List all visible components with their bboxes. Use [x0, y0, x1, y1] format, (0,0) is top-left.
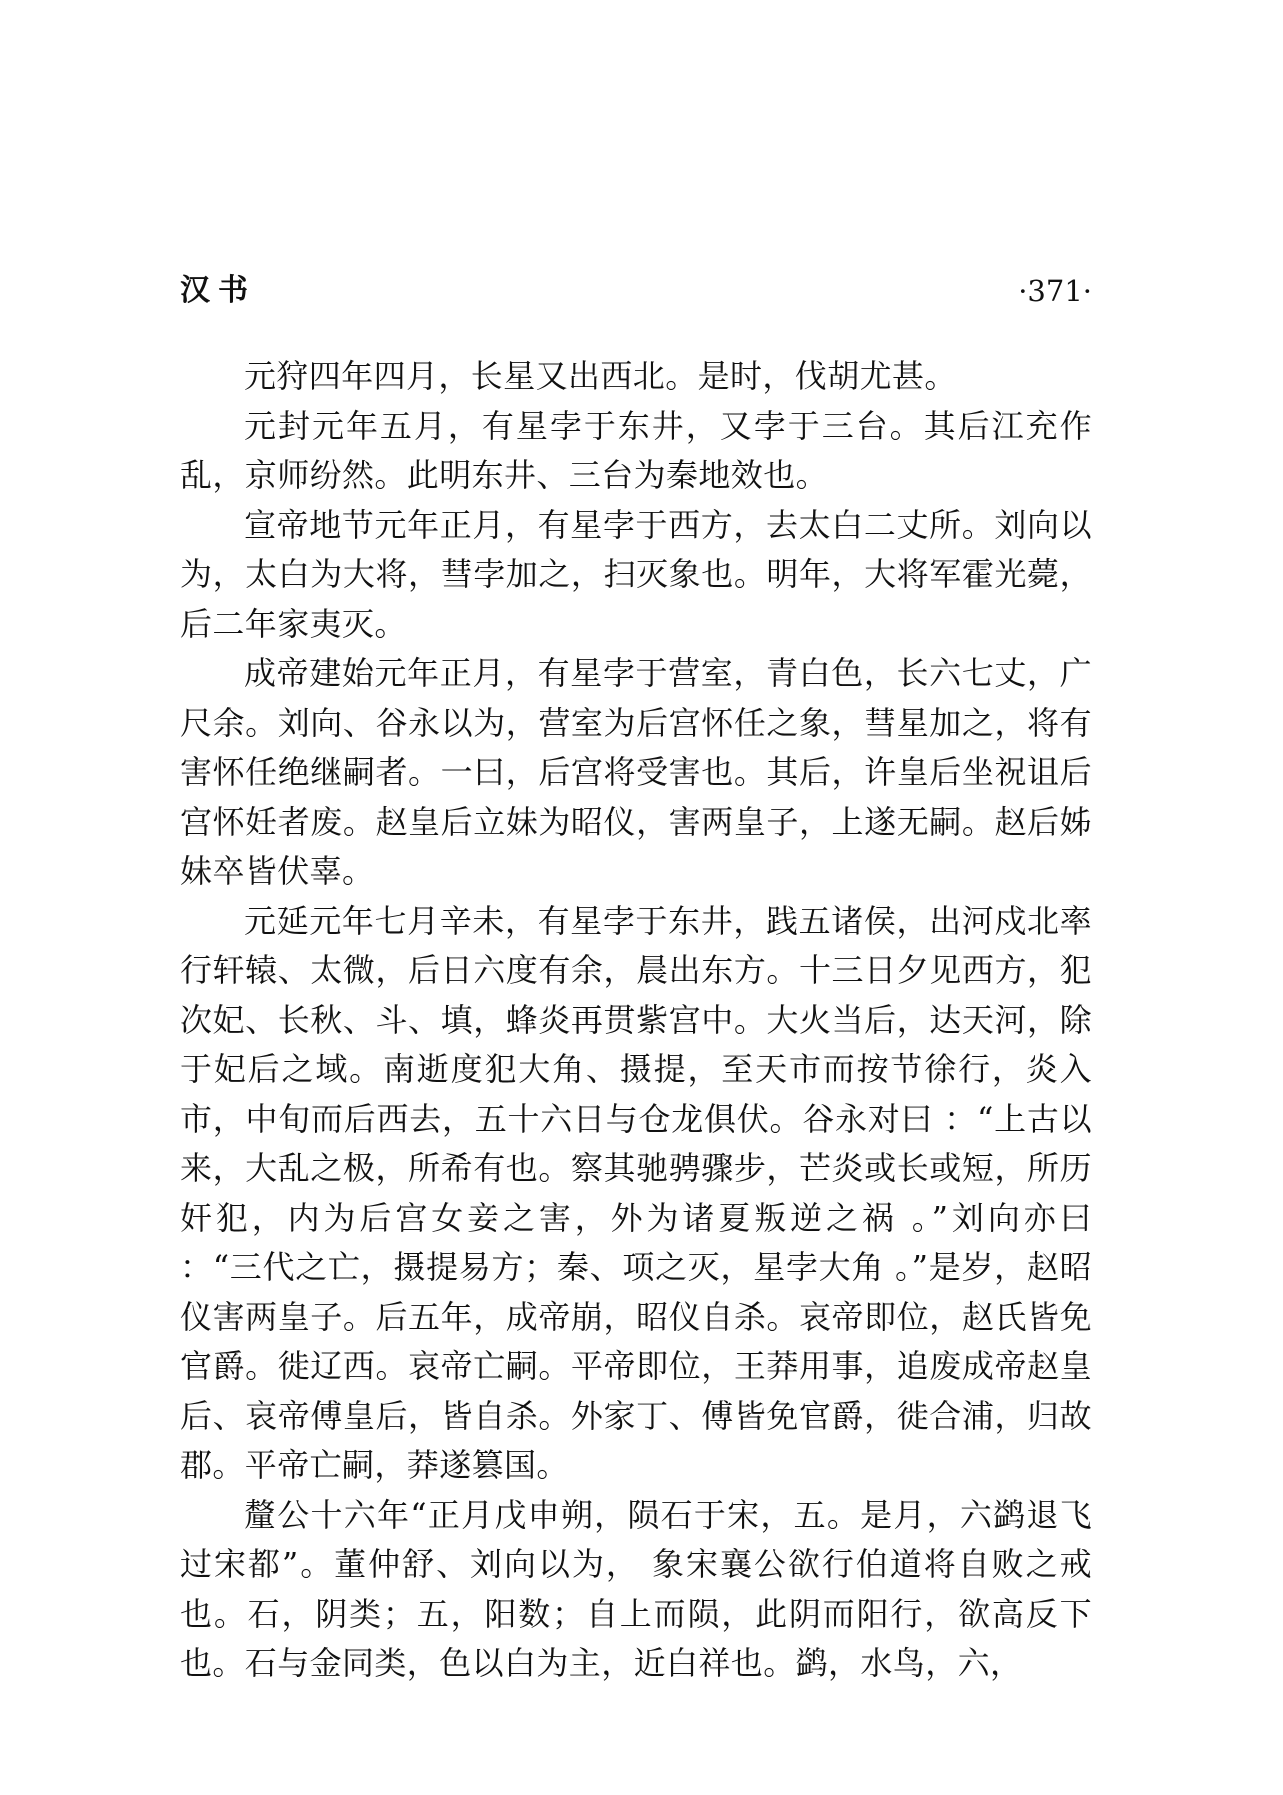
page-header — [180, 268, 1092, 314]
book-title: 汉书 — [180, 273, 256, 308]
paragraph: 釐公十六年“正月戊申朔，陨石于宋，五。是月，六鹢退飞过宋都”。董仲舒、刘向以为， 象宋襄公欲行伯道将自败之戒也。石，阴类；五，阳数；自上而陨，此阴而阳行，欲高反下也。石与金同类，色以白为主，近白祥也。鹢，水鸟，六， — [180, 1495, 1092, 1682]
paragraph: 宣帝地节元年正月，有星孛于西方，去太白二丈所。刘向以为，太白为大将，彗孛加之，扫灭象也。明年，大将军霍光薨，后二年家夷灭。 — [180, 505, 1092, 643]
body-text — [180, 352, 1092, 1689]
page-number: ·371· — [1018, 274, 1092, 308]
paragraph: 成帝建始元年正月，有星孛于营室，青白色，长六七丈，广尺余。刘向、谷永以为，营室为后宫怀任之象，彗星加之，将有害怀任绝继嗣者。一曰，后宫将受害也。其后，许皇后坐祝诅后宫怀妊者废。赵皇后立妹为昭仪，害两皇子，上遂无嗣。赵后姊妹卒皆伏辜。 — [180, 654, 1092, 890]
paragraph: 元封元年五月，有星孛于东井，又孛于三台。其后江充作乱，京师纷然。此明东井、三台为秦地效也。 — [180, 406, 1092, 494]
paragraph: 元延元年七月辛未，有星孛于东井，践五诸侯，出河戍北率行轩辕、太微，后日六度有余，晨出东方。十三日夕见西方，犯次妃、长秋、斗、填，蜂炎再贯紫宫中。大火当后，达天河，除于妃后之域。南逝度犯大角、摄提，至天市而按节徐行，炎入市，中旬而后西去，五十六日与仓龙俱伏。谷永对曰 ：“上古以来，大乱之极，所希有也。察其驰骋骤步，芒炎或长或短，所历奸犯，内为后宫女妾之害，外为诸夏叛逆之祸 。”刘向亦曰 ：“三代之亡，摄提易方；秦、项之灭，星孛大角 。”是岁，赵昭仪害两皇子。后五年，成帝崩，昭仪自杀。哀帝即位，赵氏皆免官爵。徙辽西。哀帝亡嗣。平帝即位，王莽用事，追废成帝赵皇后、哀帝傅皇后，皆自杀。外家丁、傅皆免官爵，徙合浦，归故郡。平帝亡嗣，莽遂篡国。 — [180, 901, 1092, 1484]
paragraph: 元狩四年四月，长星又出西北。是时，伐胡尤甚。 — [244, 357, 957, 395]
